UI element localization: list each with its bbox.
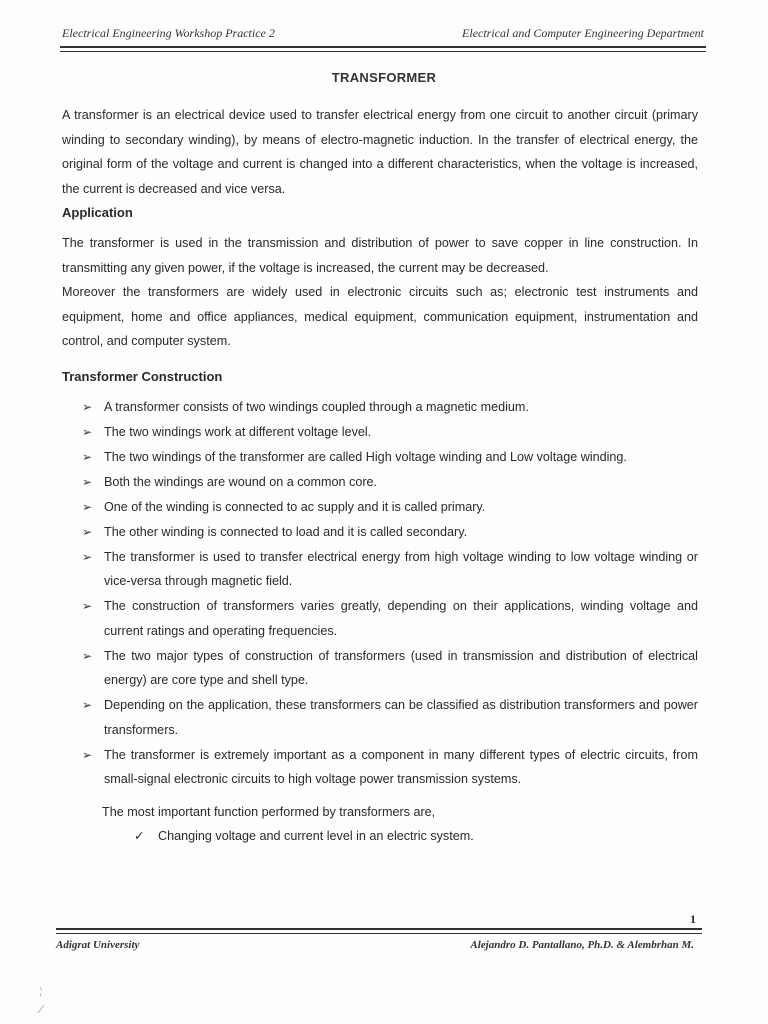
list-item: ➢ The two windings work at different voltage level.: [82, 420, 698, 445]
application-heading: Application: [62, 205, 133, 220]
arrow-bullet-icon: ➢: [82, 399, 93, 414]
list-item: ➢ The transformer is used to transfer electrical energy from high voltage winding to low voltage winding or vice-versa through magnetic field.: [82, 545, 698, 594]
page-number: 1: [690, 912, 696, 926]
arrow-bullet-icon: ➢: [82, 747, 93, 762]
page-footer: [56, 939, 694, 951]
intro-paragraph: A transformer is an electrical device used to transfer electrical energy from one circuit to another circuit (primary winding to secondary winding), by means of electro-magnetic induction. In the transfer of electrical energy, the original form of the voltage and current is changed into a different characteristics, when the voltage is increased, the current is decreased and vice versa.: [62, 108, 698, 196]
construction-list: [62, 395, 698, 792]
construction-heading: Transformer Construction: [62, 368, 223, 384]
list-item: ➢ Both the windings are wound on a common core.: [82, 470, 698, 495]
footer-rule-thin: [56, 933, 702, 934]
list-item: ➢ The construction of transformers varies greatly, depending on their applications, winding voltage and current ratings and operating frequencies.: [82, 594, 698, 643]
arrow-bullet-icon: ➢: [82, 449, 93, 464]
arrow-bullet-icon: ➢: [82, 524, 93, 539]
list-item: ➢ One of the winding is connected to ac supply and it is called primary.: [82, 495, 698, 520]
document-title: TRANSFORMER: [331, 70, 437, 85]
scan-mark-icon: [36, 985, 50, 1015]
function-item: ✓ Changing voltage and current level in an electric system.: [62, 824, 698, 849]
header-department: Electrical and Computer Engineering Department: [462, 26, 704, 40]
checkmark-icon: ✓: [134, 829, 145, 843]
footer-rule-thick: [56, 928, 702, 930]
arrow-bullet-icon: ➢: [82, 698, 93, 712]
header-rule-thin: [60, 51, 706, 52]
application-paragraph-2: Moreover the transformers are widely used in electronic circuits such as; electronic test instruments and equipment, home and office appliances, medical equipment, communication equipment, instrumentation and control, and computer system.: [62, 285, 698, 348]
list-item: ➢ A transformer consists of two windings coupled through a magnetic medium.: [82, 395, 698, 420]
header-course-title: Electrical Engineering Workshop Practice 2: [62, 26, 275, 40]
list-item: ➢ The other winding is connected to load and it is called secondary.: [82, 520, 698, 545]
arrow-bullet-icon: ➢: [82, 549, 93, 564]
footer-university: Adigrat University: [56, 939, 140, 951]
list-item: ➢ The transformer is extremely important as a component in many different types of electric circuits, from small-signal electronic circuits to high voltage power transmission systems.: [82, 743, 698, 792]
page-header: [62, 26, 704, 41]
footer-authors: Alejandro D. Pantallano, Ph.D. & Alembrhan M.: [470, 939, 694, 951]
list-item: ➢ The two major types of construction of transformers (used in transmission and distribution of electrical energy) are core type and shell type.: [82, 644, 698, 693]
application-paragraph-1: The transformer is used in the transmission and distribution of power to save copper in line construction. In transmitting any given power, if the voltage is increased, the current may be decreased.: [62, 236, 698, 275]
list-item: ➢ The two windings of the transformer are called High voltage winding and Low voltage winding.: [82, 445, 698, 470]
list-item: ➢ Depending on the application, these transformers can be classified as distribution transformers and power transformers.: [82, 693, 698, 742]
arrow-bullet-icon: ➢: [82, 499, 93, 514]
document-body: [62, 103, 698, 849]
arrow-bullet-icon: ➢: [82, 648, 93, 663]
header-rule-thick: [60, 46, 706, 48]
functions-intro: The most important function performed by transformers are,: [102, 804, 436, 819]
arrow-bullet-icon: ➢: [82, 599, 93, 613]
arrow-bullet-icon: ➢: [82, 424, 93, 439]
arrow-bullet-icon: ➢: [82, 474, 93, 489]
